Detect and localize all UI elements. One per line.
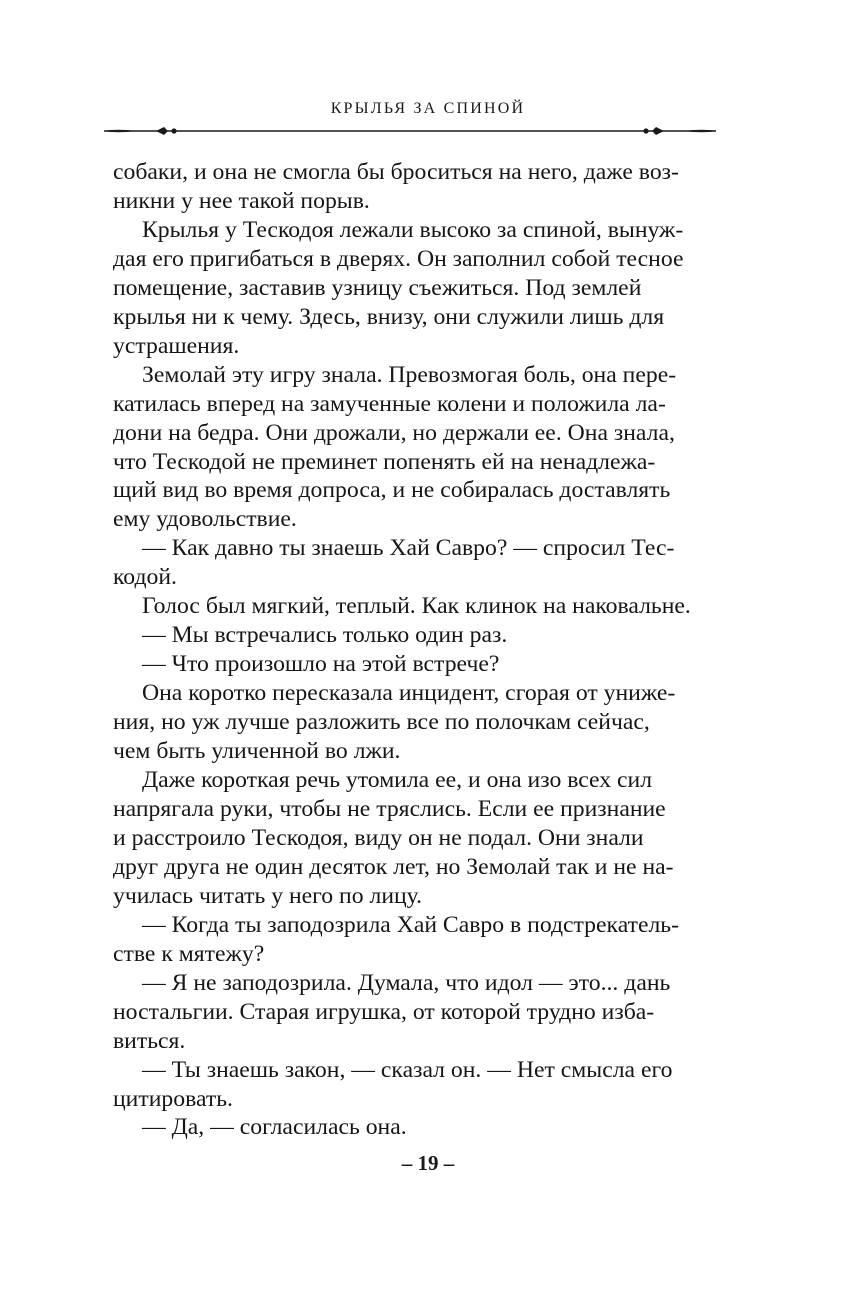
paragraph: Даже короткая речь утомила ее, и она изо всех сил напрягала руки, чтобы не тряслись. Если ее признание и расстроило Тескодоя, виду он не подал. Они знали друг друга не один десяток лет, но Земолай так и не на- училась читать у него по лицу. (113, 767, 674, 909)
dialogue-line: — Ты знаешь закон, — сказал он. — Нет смысла его цитировать. (113, 1056, 673, 1112)
dialogue-line: — Да, — согласилась она. (142, 1114, 407, 1141)
body-text (113, 158, 709, 1142)
paragraph: Крылья у Тескодоя лежали высоко за спиной, вынуж- дая его пригибаться в дверях. Он заполнил собой тесное помещение, заставив узницу съежиться. Под землей крылья ни к чему. Здесь, внизу, они служили лишь для устрашения. (113, 216, 684, 359)
paragraph: Земолай эту игру знала. Превозмогая боль, она пере- катилась вперед на замученные колени и положила ла- дони на бедра. Они дрожали, но держали ее. Она знала, что Тескодой не преминет попенять ей на ненадлежа- щий вид во время допроса, и не собиралась доставлять ему удовольствие. (113, 361, 677, 533)
ornamental-rule (104, 124, 716, 138)
paragraph: Голос был мягкий, теплый. Как клинок на наковальне. (142, 593, 691, 620)
dialogue-line: — Когда ты заподозрила Хай Савро в подстрекатель- стве к мятежу? (113, 911, 679, 967)
dialogue-line: — Как давно ты знаешь Хай Савро? — спросил Тес- кодой. (113, 535, 675, 591)
dialogue-line: — Я не заподозрила. Думала, что идол — это... дань ностальгии. Старая игрушка, от которой трудно изба- виться. (113, 969, 671, 1054)
running-head-title: КРЫЛЬЯ ЗА СПИНОЙ (330, 100, 526, 117)
dialogue-line: — Мы встречались только один раз. (142, 622, 508, 649)
dialogue-line: — Что произошло на этой встрече? (142, 651, 500, 678)
page-number: – 19 – (401, 1151, 455, 1175)
paragraph: собаки, и она не смогла бы броситься на него, даже воз- никни у нее такой порыв. (113, 159, 679, 214)
paragraph: Она коротко пересказала инцидент, сгорая от униже- ния, но уж лучше разложить все по полочкам сейчас, чем быть уличенной во лжи. (113, 680, 676, 765)
